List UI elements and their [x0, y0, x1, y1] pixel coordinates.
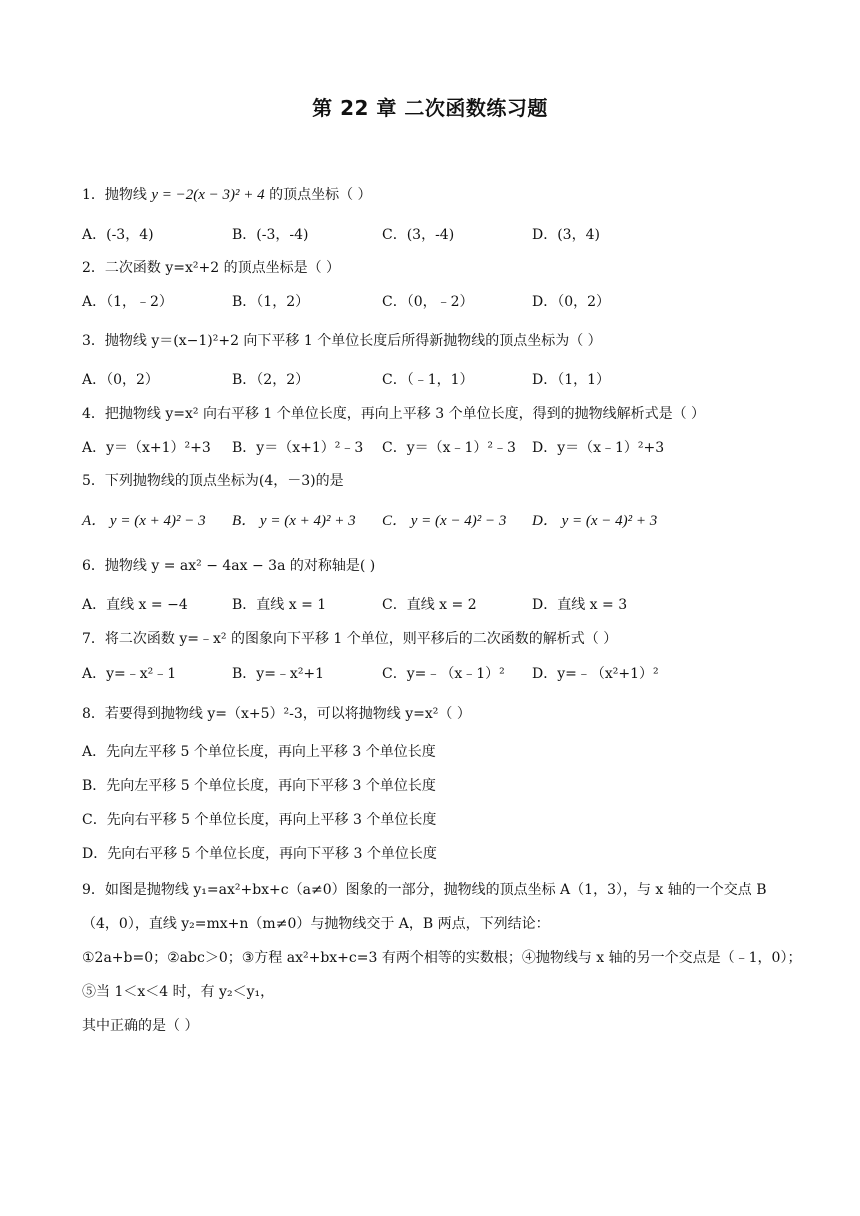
- question-1-stem: [82, 185, 372, 205]
- question-7-option-a[interactable]: A．y=﹣x²﹣1: [82, 666, 177, 682]
- question-5-option-a[interactable]: A． y = (x + 4)² − 3: [82, 513, 206, 529]
- question-8-stem: 8．若要得到抛物线 y=（x+5）²-3，可以将抛物线 y=x²（ ）: [82, 706, 471, 722]
- question-3-stem: 3．抛物线 y＝(x−1)²+2 向下平移 1 个单位长度后所得新抛物线的顶点坐标为（ ）: [82, 333, 602, 349]
- page-title: 第 22 章 二次函数练习题: [312, 96, 548, 120]
- question-7-option-d[interactable]: D．y=﹣（x²+1）²: [532, 666, 659, 682]
- question-4-stem: 4．把抛物线 y=x² 向右平移 1 个单位长度，再向上平移 3 个单位长度，得到的抛物线解析式是（ ）: [82, 406, 706, 422]
- question-1-option-b[interactable]: B．(-3，-4): [232, 227, 309, 243]
- question-2-option-c[interactable]: C．（0，﹣2）: [382, 294, 474, 310]
- question-2-option-b[interactable]: B．（1，2）: [232, 294, 310, 310]
- question-3-option-b[interactable]: B．（2，2）: [232, 372, 310, 388]
- question-8-option-d[interactable]: D．先向右平移 5 个单位长度，再向下平移 3 个单位长度: [82, 846, 437, 862]
- question-3-option-c[interactable]: C．（﹣1，1）: [382, 372, 474, 388]
- question-1-option-a[interactable]: A．(-3，4): [82, 227, 154, 243]
- question-7-stem: 7．将二次函数 y=﹣x² 的图象向下平移 1 个单位，则平移后的二次函数的解析式（ ）: [82, 631, 618, 647]
- question-1-tail: 的顶点坐标（ ）: [264, 187, 372, 203]
- question-5-stem: 5．下列抛物线的顶点坐标为(4，－3)的是: [82, 473, 344, 489]
- question-5-option-d[interactable]: D． y = (x − 4)² + 3: [532, 513, 658, 529]
- question-9-line-3: ①2a+b=0；②abc＞0；③方程 ax²+bx+c=3 有两个相等的实数根；④抛物线与 x 轴的另一个交点是（﹣1，0）；: [82, 950, 802, 966]
- question-7-option-c[interactable]: C．y=﹣（x﹣1）²: [382, 666, 505, 682]
- question-9-line-2: （4，0），直线 y₂=mx+n（m≠0）与抛物线交于 A，B 两点，下列结论：: [82, 916, 550, 932]
- question-6-option-d[interactable]: D．直线 x = 3: [532, 597, 628, 613]
- question-4-option-b[interactable]: B．y＝（x+1）²﹣3: [232, 440, 364, 456]
- question-6-stem: 6．抛物线 y = ax² − 4ax − 3a 的对称轴是( ): [82, 558, 376, 574]
- question-8-option-a[interactable]: A．先向左平移 5 个单位长度，再向上平移 3 个单位长度: [82, 744, 436, 760]
- question-7-option-b[interactable]: B．y=﹣x²+1: [232, 666, 325, 682]
- question-4-option-a[interactable]: A．y＝（x+1）²+3: [82, 440, 211, 456]
- question-3-option-a[interactable]: A．（0，2）: [82, 372, 159, 388]
- question-6-option-b[interactable]: B．直线 x = 1: [232, 597, 327, 613]
- question-2-option-d[interactable]: D．（0，2）: [532, 294, 611, 310]
- question-5-option-c[interactable]: C． y = (x − 4)² − 3: [382, 513, 507, 529]
- question-1-number: 1．抛物线: [82, 187, 152, 203]
- question-1-option-d[interactable]: D．(3，4): [532, 227, 600, 243]
- question-4-option-d[interactable]: D．y＝（x﹣1）²+3: [532, 440, 665, 456]
- question-4-option-c[interactable]: C．y＝（x﹣1）²﹣3: [382, 440, 516, 456]
- question-6-option-a[interactable]: A．直线 x = −4: [82, 597, 188, 613]
- question-2-option-a[interactable]: A．（1，﹣2）: [82, 294, 173, 310]
- question-3-option-d[interactable]: D．（1，1）: [532, 372, 611, 388]
- question-1-formula: y = −2(x − 3)² + 4: [151, 187, 265, 203]
- question-8-option-b[interactable]: B．先向左平移 5 个单位长度，再向下平移 3 个单位长度: [82, 778, 436, 794]
- question-2-stem: 2．二次函数 y=x²+2 的顶点坐标是（ ）: [82, 260, 341, 276]
- question-5-option-b[interactable]: B． y = (x + 4)² + 3: [232, 513, 356, 529]
- question-6-option-c[interactable]: C．直线 x = 2: [382, 597, 477, 613]
- question-1-option-c[interactable]: C．(3，-4): [382, 227, 455, 243]
- question-9-line-5: 其中正确的是（ ）: [82, 1018, 199, 1034]
- question-9-line-4: ⑤当 1＜x＜4 时，有 y₂＜y₁，: [82, 984, 275, 1000]
- question-8-option-c[interactable]: C．先向右平移 5 个单位长度，再向上平移 3 个单位长度: [82, 812, 437, 828]
- question-9-line-1: 9．如图是抛物线 y₁=ax²+bx+c（a≠0）图象的一部分，抛物线的顶点坐标 A（1，3），与 x 轴的一个交点 B: [82, 882, 767, 898]
